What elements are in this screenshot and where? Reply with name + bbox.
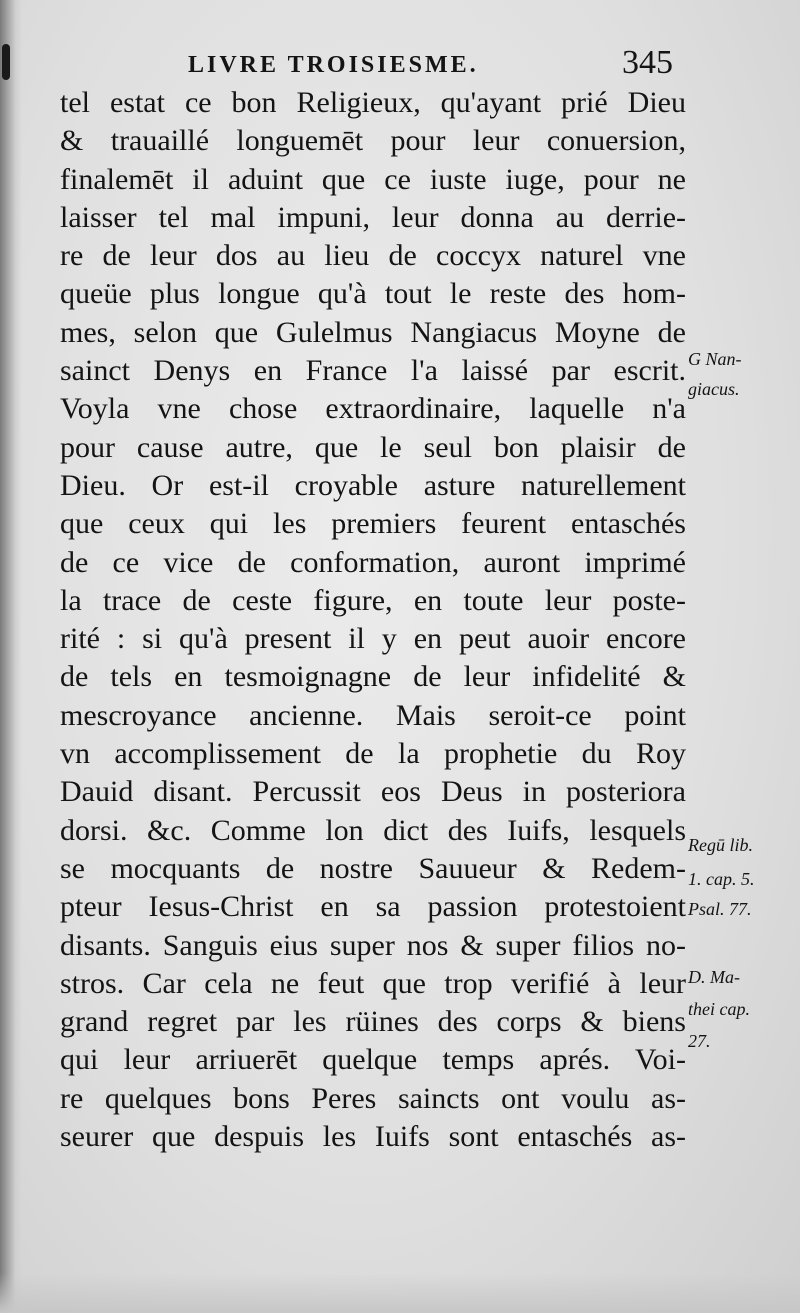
- margin-note: Psal. 77.: [688, 899, 752, 919]
- margin-note: D. Ma-: [688, 967, 740, 987]
- margin-note: thei cap.: [688, 999, 750, 1019]
- text-line: grand regret par les rüines des corps & biens: [60, 1005, 686, 1039]
- text-line: tel estat ce bon Religieux, qu'ayant prié Dieu: [60, 86, 686, 119]
- page-number: 345: [622, 44, 673, 81]
- margin-notes: [688, 0, 796, 1313]
- text-line: re de leur dos au lieu de coccyx naturel vne: [60, 239, 686, 273]
- text-line: dorsi. &c. Comme lon dict des Iuifs, lesquels: [60, 813, 686, 847]
- margin-note: 1. cap. 5.: [688, 869, 755, 889]
- text-line: seurer que despuis les Iuifs sont entaschés as-: [60, 1120, 686, 1154]
- text-line: re quelques bons Peres saincts ont voulu as-: [60, 1081, 686, 1115]
- text-line: queüe plus longue qu'à tout le reste des hom-: [60, 277, 686, 311]
- text-line: Voyla vne chose extraordinaire, laquelle n'a: [60, 392, 686, 426]
- page-header: [0, 44, 800, 84]
- text-line: de tels en tesmoignagne de leur infidelité &: [60, 660, 686, 694]
- text-line: rité : si qu'à present il y en peut auoir encore: [60, 622, 686, 656]
- text-line: de ce vice de conformation, auront imprimé: [60, 545, 686, 579]
- text-line: pour cause autre, que le seul bon plaisir de: [60, 430, 686, 464]
- text-line: vn accomplissement de la prophetie du Roy: [60, 737, 686, 771]
- text-line: qui leur arriuerēt quelque temps aprés. Voi-: [60, 1043, 686, 1077]
- page-bottom-shadow: [0, 1273, 800, 1313]
- text-line: pteur Iesus-Christ en sa passion protestoient: [60, 890, 686, 924]
- margin-note: Regū lib.: [688, 835, 753, 855]
- text-line: stros. Car cela ne feut que trop verifié à leur: [60, 966, 686, 1000]
- text-line: la trace de ceste figure, en toute leur poste-: [60, 583, 686, 617]
- text-line: Dauid disant. Percussit eos Deus in posteriora: [60, 775, 686, 809]
- text-line: que ceux qui les premiers feurent entaschés: [60, 507, 686, 541]
- margin-note: 27.: [688, 1031, 711, 1051]
- margin-note: giacus.: [688, 379, 740, 399]
- text-line: laisser tel mal impuni, leur donna au derrie-: [60, 200, 686, 234]
- text-line: se mocquants de nostre Sauueur & Redem-: [60, 851, 686, 885]
- text-line: Dieu. Or est-il croyable asture naturellement: [60, 468, 686, 502]
- text-line: finalemēt il aduint que ce iuste iuge, pour ne: [60, 162, 686, 196]
- text-line: sainct Denys en France l'a laissé par escrit.: [60, 354, 686, 388]
- body-text: [60, 84, 686, 1156]
- running-head: LIVRE TROISIESME.: [188, 52, 479, 78]
- margin-note: G Nan-: [688, 349, 742, 369]
- text-line: mes, selon que Gulelmus Nangiacus Moyne de: [60, 315, 686, 349]
- page-edge-shadow: [0, 0, 22, 1313]
- text-line: & trauaillé longuemēt pour leur conuersion,: [60, 124, 686, 158]
- text-line: disants. Sanguis eius super nos & super filios no-: [60, 928, 686, 962]
- text-line: mescroyance ancienne. Mais seroit-ce point: [60, 698, 686, 732]
